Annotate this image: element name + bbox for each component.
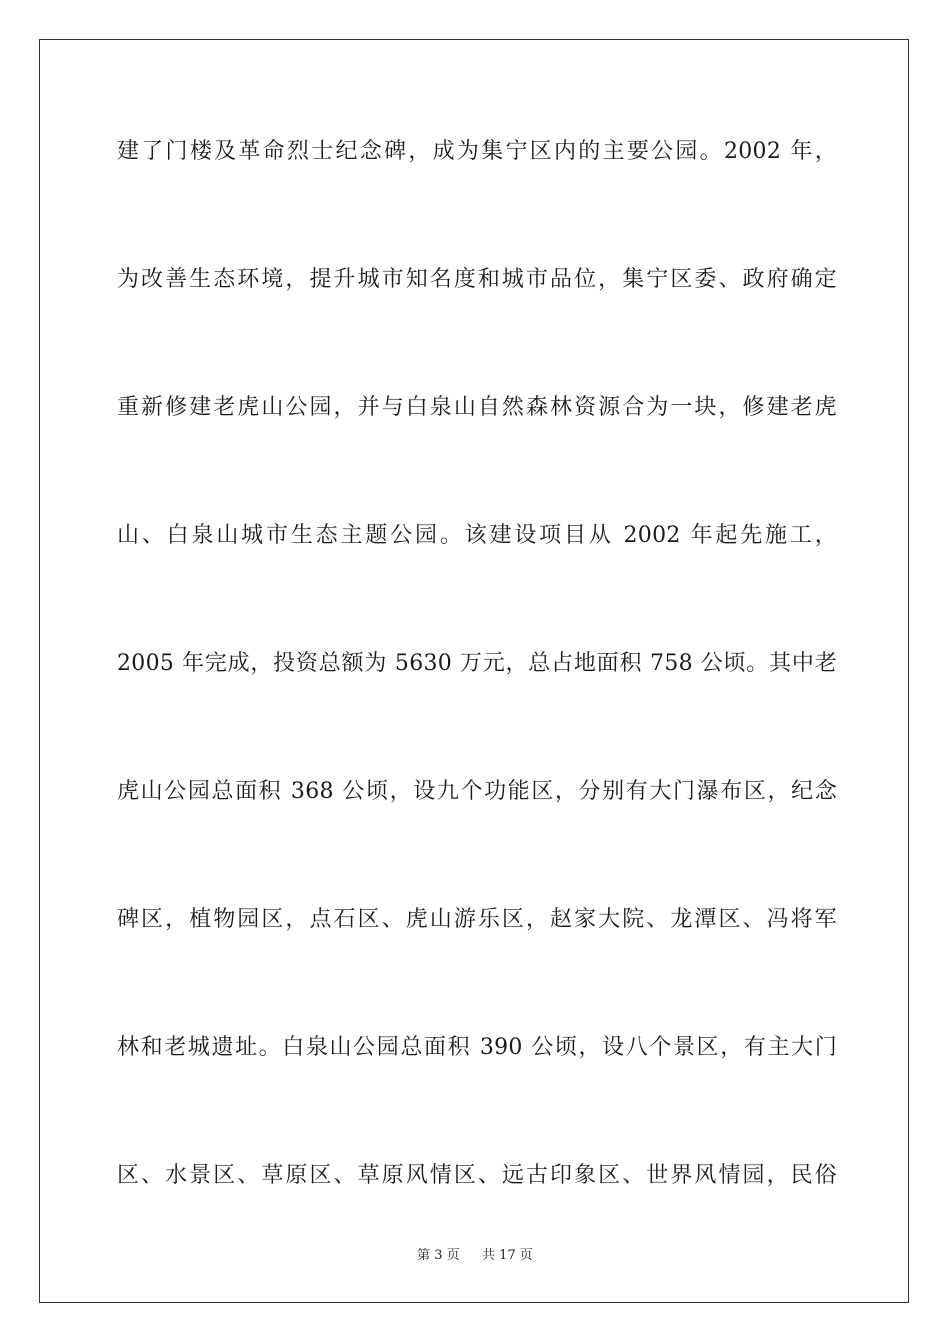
text-line-5: 2005 年完成，投资总额为 5630 万元，总占地面积 758 公顷。其中老 [117, 651, 837, 676]
text-line-7: 碑区，植物园区，点石区、虎山游乐区，赵家大院、龙潭区、冯将军 [117, 907, 837, 932]
text-line-6: 虎山公园总面积 368 公顷，设九个功能区，分别有大门瀑布区，纪念 [117, 779, 837, 804]
text-line-4: 山、白泉山城市生态主题公园。该建设项目从 2002 年起先施工， [117, 523, 837, 548]
page-number: 第 3 页 [417, 1248, 460, 1263]
text-line-9: 区、水景区、草原区、草原风情区、远古印象区、世界风情园，民俗 [117, 1163, 837, 1188]
text-line-8: 林和老城遗址。白泉山公园总面积 390 公顷，设八个景区，有主大门 [117, 1035, 837, 1060]
page-total: 共 17 页 [482, 1248, 533, 1263]
text-line-1: 建了门楼及革命烈士纪念碑，成为集宁区内的主要公园。2002 年， [117, 139, 837, 164]
body-text [117, 128, 837, 1200]
text-line-2: 为改善生态环境，提升城市知名度和城市品位，集宁区委、政府确定 [117, 267, 837, 292]
text-line-3: 重新修建老虎山公园，并与白泉山自然森林资源合为一块，修建老虎 [117, 395, 837, 420]
page-footer [0, 1246, 950, 1266]
